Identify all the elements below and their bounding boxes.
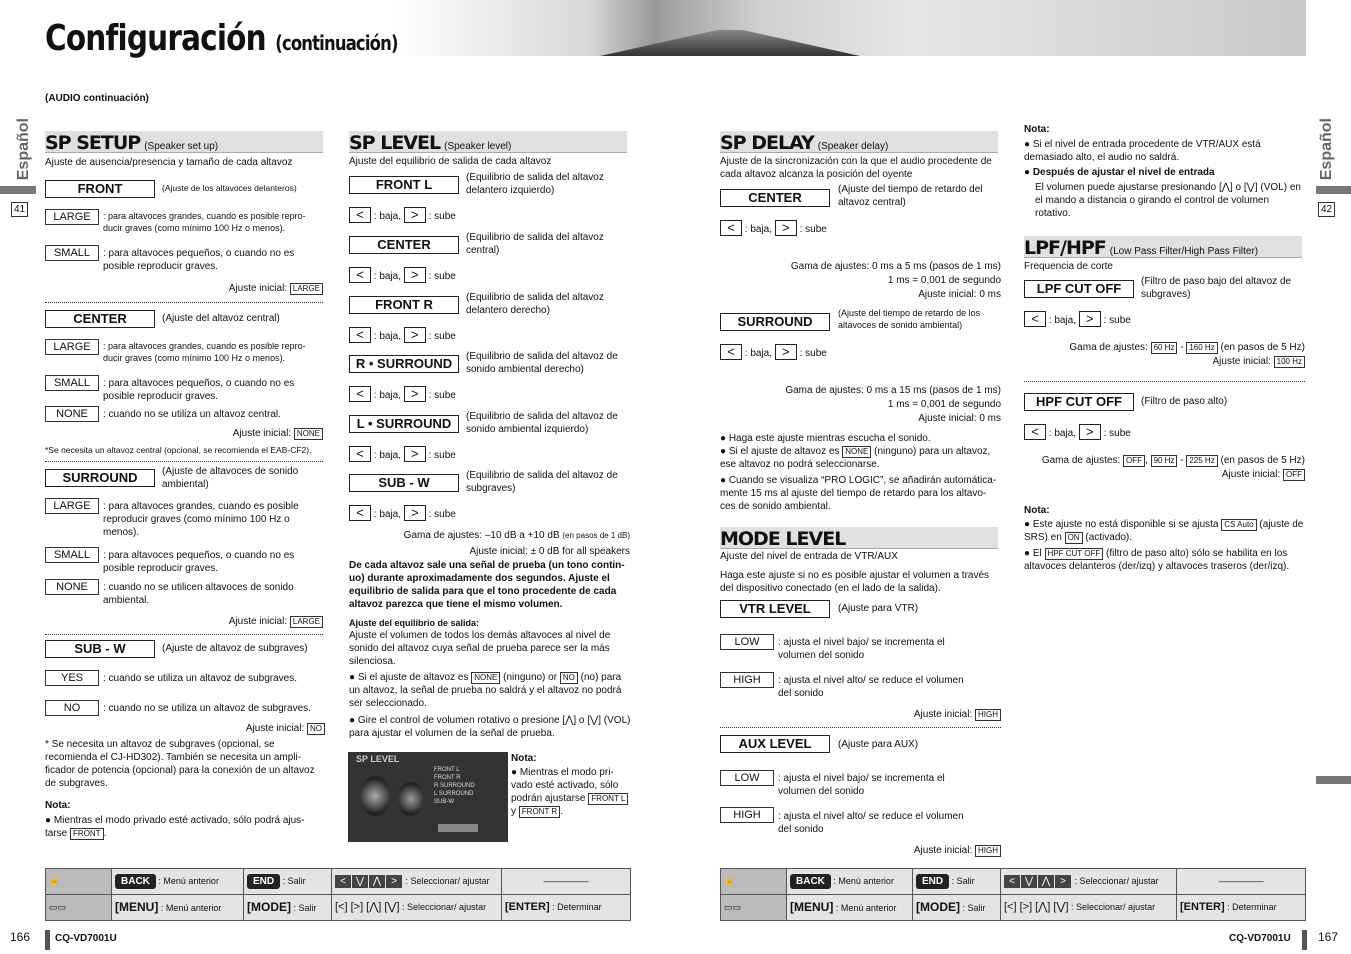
subw-footnote: * Se necesita un altavoz de subgraves (opcional, se recomienda el CJ-HD302). También se necesita un ampli- ficador de potencia (opcional) para la conexión de un altavoz de subgraves.	[45, 739, 315, 789]
decrease-arrow[interactable]: <	[720, 220, 742, 236]
vtr-initial: Ajuste inicial: HIGH	[720, 708, 1001, 721]
touch-icon: ☝	[46, 869, 112, 895]
right-nota-b2-title: ● Después de ajustar el nivel de entrada	[1024, 167, 1215, 178]
increase-arrow[interactable]: >	[404, 386, 426, 402]
sp-level-header: SP LEVEL (Speaker level)	[349, 131, 627, 153]
aux-high-option[interactable]: HIGH	[720, 807, 774, 823]
divider	[45, 461, 323, 462]
control-legend-right: ☝ BACK : Menú anterior END : Salir < ⋁ ⋀ > : Seleccionar/ ajustar ————— ▭▭ [MENU] : Menú anterior [MODE] : Salir [<] [>] [⋀] [⋁] : Seleccionar/ ajustar [ENTER] : Determinar	[720, 868, 1306, 921]
screen-lines	[434, 766, 475, 806]
lpf-desc: Frequencia de corte	[1024, 261, 1113, 272]
decrease-arrow[interactable]: <	[349, 505, 371, 521]
vtr-level-note: (Ajuste para VTR)	[838, 603, 919, 614]
delay-surround-arrows: < : baja, > : sube	[720, 344, 827, 360]
subw-yes-desc: : cuando se utiliza un altavoz de subgraves.	[103, 673, 298, 684]
front-note: (Ajuste de los altavoces delanteros)	[162, 183, 297, 193]
mode-level-header: MODE LEVEL	[720, 527, 998, 549]
decrease-arrow[interactable]: <	[349, 267, 371, 283]
center-none-option[interactable]: NONE	[45, 406, 99, 422]
surround-initial: Ajuste inicial: LARGE	[45, 615, 323, 628]
side-page-left: 41	[11, 202, 28, 217]
lpf-nota-title: Nota:	[1024, 505, 1050, 516]
level-item-button[interactable]: FRONT L	[349, 176, 459, 194]
level-item-note: (Equilibrio de salida del altavoz de subgraves)	[466, 470, 618, 494]
sp-setup-nota: ● Mientras el modo privado esté activado, sólo podrá ajus- tarse FRONT .	[45, 815, 305, 839]
touch-icon: ☝	[721, 869, 787, 895]
screen-title: SP LEVEL	[356, 754, 400, 764]
lpf-cut-off-button[interactable]: LPF CUT OFF	[1024, 280, 1134, 298]
speaker-icon	[398, 782, 424, 816]
remote-icon: ▭▭	[46, 895, 112, 921]
center-footnote: *Se necesita un altavoz central (opcional, se recomienda el EAB-CF2).	[45, 445, 312, 455]
vtr-low-desc: : ajusta el nivel bajo/ se incrementa el volumen del sonido	[778, 637, 945, 661]
side-tab-left: Español	[15, 118, 32, 181]
mode-level-desc: Ajuste del nivel de entrada de VTR/AUX	[720, 551, 898, 562]
subw-initial: Ajuste inicial: NO	[45, 722, 325, 735]
aux-low-option[interactable]: LOW	[720, 770, 774, 786]
increase-arrow[interactable]: >	[404, 267, 426, 283]
center-large-option[interactable]: LARGE	[45, 339, 99, 355]
delay-center-button[interactable]: CENTER	[720, 189, 830, 207]
sp-level-initial: Ajuste inicial: ± 0 dB for all speakers	[469, 546, 630, 557]
speaker-icon	[360, 776, 390, 816]
screen-bar	[438, 824, 478, 832]
level-item-arrows: < : baja, > : sube	[349, 267, 456, 283]
level-item-note: (Equilibrio de salida del altavoz de sonido ambiental derecho)	[466, 351, 618, 375]
side-line-left	[0, 186, 36, 194]
level-item-arrows: < : baja, > : sube	[349, 386, 456, 402]
decrease-arrow[interactable]: <	[349, 446, 371, 462]
lpf-hpf-header: LPF/HPF (Low Pass Filter/High Pass Filter)	[1024, 236, 1302, 258]
side-line-right	[1316, 186, 1351, 194]
center-none-desc: : cuando no se utiliza un altavoz central.	[103, 409, 281, 420]
sp-delay-desc: Ajuste de la sincronización con la que el audio procedente de cada altavoz alcanza la posición del oyente	[720, 156, 992, 180]
lpf-nota-1: ● Este ajuste no está disponible si se ajusta CS Auto (ajuste de SRS) en ON (activado).	[1024, 519, 1304, 543]
footer-bar	[45, 930, 50, 950]
back-key: BACK	[115, 874, 156, 889]
side-page-right: 42	[1318, 202, 1335, 217]
level-item-button[interactable]: L • SURROUND	[349, 415, 459, 433]
footer-bar	[1302, 930, 1307, 950]
level-item-button[interactable]: FRONT R	[349, 296, 459, 314]
sp-delay-header: SP DELAY (Speaker delay)	[720, 131, 998, 153]
delay-surround-range: Gama de ajustes: 0 ms a 15 ms (pasos de 1 ms)	[785, 385, 1001, 396]
center-large-desc: : para altavoces grandes, cuando es posible repro- ducir graves (como mínimo 100 Hz o menos).	[103, 341, 306, 363]
increase-arrow[interactable]: >	[1079, 311, 1101, 327]
delay-center-initial: Ajuste inicial: 0 ms	[918, 289, 1001, 300]
front-button[interactable]: FRONT	[45, 180, 155, 198]
surround-large-desc: : para altavoces grandes, cuando es posible reproducir graves (como mínimo 100 Hz o menos).	[103, 501, 299, 538]
delay-center-note: (Ajuste del tiempo de retardo del altavoz central)	[838, 184, 983, 208]
screen-line: FRONT R	[434, 775, 461, 781]
delay-surround-initial: Ajuste inicial: 0 ms	[918, 413, 1001, 424]
front-small-option[interactable]: SMALL	[45, 245, 99, 261]
increase-arrow[interactable]: >	[404, 446, 426, 462]
center-small-desc: : para altavoces pequeños, o cuando no es posible reproducir graves.	[103, 378, 295, 402]
sp-level-screen-image	[348, 752, 508, 842]
end-key: END	[247, 874, 280, 889]
subw-note: (Ajuste de altavoz de subgraves)	[162, 643, 308, 654]
delay-bullet-1: ● Haga este ajuste mientras escucha el sonido.	[720, 433, 931, 444]
delay-bullet-3: ● Cuando se visualiza “PRO LOGIC”, se añadirán automática- mente 15 ms al ajuste del tiempo de retardo para los altavo- ces de sonido ambiental.	[720, 475, 997, 512]
sp-setup-desc: Ajuste de ausencia/presencia y tamaño de cada altavoz	[45, 157, 293, 168]
decrease-arrow[interactable]: <	[1024, 424, 1046, 440]
level-item-note: (Equilibrio de salida del altavoz delantero derecho)	[466, 292, 604, 316]
back-key: BACK	[790, 874, 831, 889]
remote-icon: ▭▭	[721, 895, 787, 921]
level-item-arrows: < : baja, > : sube	[349, 207, 456, 223]
sp-setup-header: SP SETUP (Speaker set up)	[45, 131, 323, 153]
divider	[720, 727, 1001, 728]
aux-high-desc: : ajusta el nivel alto/ se reduce el volumen del sonido	[778, 811, 964, 835]
front-small-desc: : para altavoces pequeños, o cuando no es posible reproducir graves.	[103, 248, 295, 272]
surround-none-desc: : cuando no se utilicen altavoces de sonido ambiental.	[103, 582, 294, 606]
subw-yes-option[interactable]: YES	[45, 670, 99, 686]
subw-no-desc: : cuando no se utiliza un altavoz de subgraves.	[103, 703, 311, 714]
delay-bullet-2: ● Si el ajuste de altavoz es NONE (ninguno) para un altavoz, ese altavoz no podrá seleccionarse.	[720, 446, 991, 470]
right-nota-title: Nota:	[1024, 124, 1050, 135]
level-item-button[interactable]: R • SURROUND	[349, 355, 459, 373]
increase-arrow[interactable]: >	[404, 327, 426, 343]
level-item-button[interactable]: SUB - W	[349, 474, 459, 492]
end-key: END	[916, 874, 949, 889]
level-item-arrows: < : baja, > : sube	[349, 327, 456, 343]
surround-none-option[interactable]: NONE	[45, 579, 99, 595]
page-number-left: 166	[10, 930, 31, 944]
divider	[45, 302, 323, 303]
aux-level-note: (Ajuste para AUX)	[838, 739, 919, 750]
level-item-arrows: < : baja, > : sube	[349, 446, 456, 462]
page-title: Configuración (continuación)	[45, 18, 398, 59]
sp-level-bold-text: De cada altavoz sale una señal de prueba (un tono contin- uo) durante aproximadamente dos segundos. Ajuste el equilibrio de salida para que el tono procedente de cada altavoz parezca que tiene el mismo volumen.	[349, 560, 625, 610]
center-note: (Ajuste del altavoz central)	[162, 313, 280, 324]
decrease-arrow[interactable]: <	[1024, 311, 1046, 327]
sp-level-bullet-1: ● Si el ajuste de altavoz es NONE (ninguno) or NO (no) para un altavoz, la señal de prueba no saldrá y el altavoz no podrá ser seleccionado.	[349, 672, 622, 709]
sp-setup-nota-title: Nota:	[45, 800, 71, 811]
vtr-low-option[interactable]: LOW	[720, 634, 774, 650]
aux-low-desc: : ajusta el nivel bajo/ se incrementa el volumen del sonido	[778, 773, 945, 797]
level-item-note: (Equilibrio de salida del altavoz de sonido ambiental izquierdo)	[466, 411, 618, 435]
level-item-note: (Equilibrio de salida del altavoz central)	[466, 232, 604, 256]
delay-surround-note: (Ajuste del tiempo de retardo de los altavoces de sonido ambiental)	[838, 308, 981, 330]
decrease-arrow[interactable]: <	[349, 327, 371, 343]
decrease-arrow[interactable]: <	[720, 344, 742, 360]
control-legend-left: ☝ BACK : Menú anterior END : Salir < ⋁ ⋀ > : Seleccionar/ ajustar ————— ▭▭ [MENU] : Menú anterior [MODE] : Salir [<] [>] [⋀] [⋁] : Seleccionar/ ajustar [ENTER] : Determinar	[45, 868, 631, 921]
vtr-high-desc: : ajusta el nivel alto/ se reduce el volumen del sonido	[778, 675, 964, 699]
page-number-right: 167	[1318, 930, 1339, 944]
sp-level-bullet-2: ● Gire el control de volumen rotativo o presione [⋀] o [⋁] (VOL) para ajustar el volumen de la señal de prueba.	[349, 715, 631, 739]
increase-arrow[interactable]: >	[1079, 424, 1101, 440]
lpf-note: (Filtro de paso bajo del altavoz de subgraves)	[1141, 276, 1292, 300]
increase-arrow[interactable]: >	[775, 344, 797, 360]
surround-small-option[interactable]: SMALL	[45, 547, 99, 563]
divider	[1024, 381, 1305, 382]
divider	[45, 634, 323, 635]
delay-center-unit: 1 ms = 0,001 de segundo	[887, 275, 1001, 286]
delay-surround-button[interactable]: SURROUND	[720, 313, 830, 331]
delay-center-range: Gama de ajustes: 0 ms a 5 ms (pasos de 1 ms)	[790, 261, 1001, 272]
audio-continuation: (AUDIO continuación)	[45, 93, 149, 104]
center-small-option[interactable]: SMALL	[45, 375, 99, 391]
increase-arrow[interactable]: >	[775, 220, 797, 236]
front-large-desc: : para altavoces grandes, cuando es posible repro- ducir graves (como mínimo 100 Hz o menos).	[103, 211, 306, 233]
level-item-note: (Equilibrio de salida del altavoz delantero izquierdo)	[466, 172, 604, 196]
sp-level-desc: Ajuste del equilibrio de salida de cada altavoz	[349, 156, 552, 167]
side-tab-right: Español	[1318, 118, 1335, 181]
surround-small-desc: : para altavoces pequeños, o cuando no es posible reproducir graves.	[103, 550, 295, 574]
lpf-initial: Ajuste inicial: 100 Hz	[1024, 355, 1305, 368]
center-button[interactable]: CENTER	[45, 310, 155, 328]
side-marker-right	[1316, 776, 1351, 784]
front-initial: Ajuste inicial: LARGE	[45, 282, 323, 295]
model-left: CQ-VD7001U	[55, 933, 117, 944]
surround-note: (Ajuste de altavoces de sonido ambiental)	[162, 466, 299, 490]
decrease-arrow[interactable]: <	[349, 386, 371, 402]
screen-line: FRONT L	[434, 767, 460, 773]
model-right: CQ-VD7001U	[1229, 933, 1291, 944]
sp-level-eq-title: Ajuste del equilibrio de salida:	[349, 618, 480, 628]
front-large-option[interactable]: LARGE	[45, 209, 99, 225]
increase-arrow[interactable]: >	[404, 207, 426, 223]
vtr-high-option[interactable]: HIGH	[720, 672, 774, 688]
screen-line: R SURROUND	[434, 783, 475, 789]
sp-level-nota: ● Mientras el modo pri- vado esté activado, sólo podrán ajustarse FRONT L y FRONT R .	[511, 766, 631, 818]
lpf-range: Gama de ajustes: 60 Hz - 160 Hz (en pasos de 5 Hz)	[1069, 342, 1305, 353]
mode-level-desc2: Haga este ajuste si no es posible ajustar el volumen a través del dispositivo conectado (en el lado de la salida).	[720, 570, 990, 594]
level-item-arrows: < : baja, > : sube	[349, 505, 456, 521]
center-initial: Ajuste inicial: NONE	[45, 427, 323, 440]
lpf-arrows: < : baja, > : sube	[1024, 311, 1131, 327]
lpf-nota-2: ● El HPF CUT OFF (filtro de paso alto) sólo se habilita en los altavoces delanteros (der/izq) y altavoces traseros (der/izq).	[1024, 548, 1290, 572]
hpf-range: Gama de ajustes: OFF , 90 Hz - 225 Hz (en pasos de 5 Hz)	[1041, 455, 1305, 466]
screen-line: L SURROUND	[434, 791, 474, 797]
hpf-note: (Filtro de paso alto)	[1141, 396, 1228, 407]
surround-large-option[interactable]: LARGE	[45, 498, 99, 514]
surround-button[interactable]: SURROUND	[45, 469, 155, 487]
increase-arrow[interactable]: >	[404, 505, 426, 521]
delay-center-arrows: < : baja, > : sube	[720, 220, 827, 236]
sp-level-range: Gama de ajustes: –10 dB a +10 dB (en pasos de 1 dB)	[403, 530, 630, 541]
delay-surround-unit: 1 ms = 0,001 de segundo	[887, 399, 1001, 410]
aux-level-button[interactable]: AUX LEVEL	[720, 735, 830, 753]
hpf-arrows: < : baja, > : sube	[1024, 424, 1131, 440]
sp-level-eq-text: Ajuste el volumen de todos los demás altavoces al nivel de sonido del altavoz cuya señal de prueba parece ser la más silenciosa.	[349, 630, 611, 667]
right-nota-b2-text: El volumen puede ajustarse presionando [⋀] o [⋁] (VOL) en el mando a distancia o girando el control de volumen rotativo.	[1035, 182, 1301, 219]
subw-button[interactable]: SUB - W	[45, 640, 155, 658]
vtr-level-button[interactable]: VTR LEVEL	[720, 600, 830, 618]
subw-no-option[interactable]: NO	[45, 700, 99, 716]
sp-level-nota-title: Nota:	[511, 753, 537, 764]
hpf-initial: Ajuste inicial: OFF	[1024, 468, 1305, 481]
level-item-button[interactable]: CENTER	[349, 236, 459, 254]
screen-line: SUB-W	[434, 799, 454, 805]
hpf-cut-off-button[interactable]: HPF CUT OFF	[1024, 393, 1134, 411]
right-nota-b1: ● Si el nivel de entrada procedente de VTR/AUX está demasiado alto, el audio no saldrá.	[1024, 139, 1261, 163]
decrease-arrow[interactable]: <	[349, 207, 371, 223]
aux-initial: Ajuste inicial: HIGH	[720, 844, 1001, 857]
